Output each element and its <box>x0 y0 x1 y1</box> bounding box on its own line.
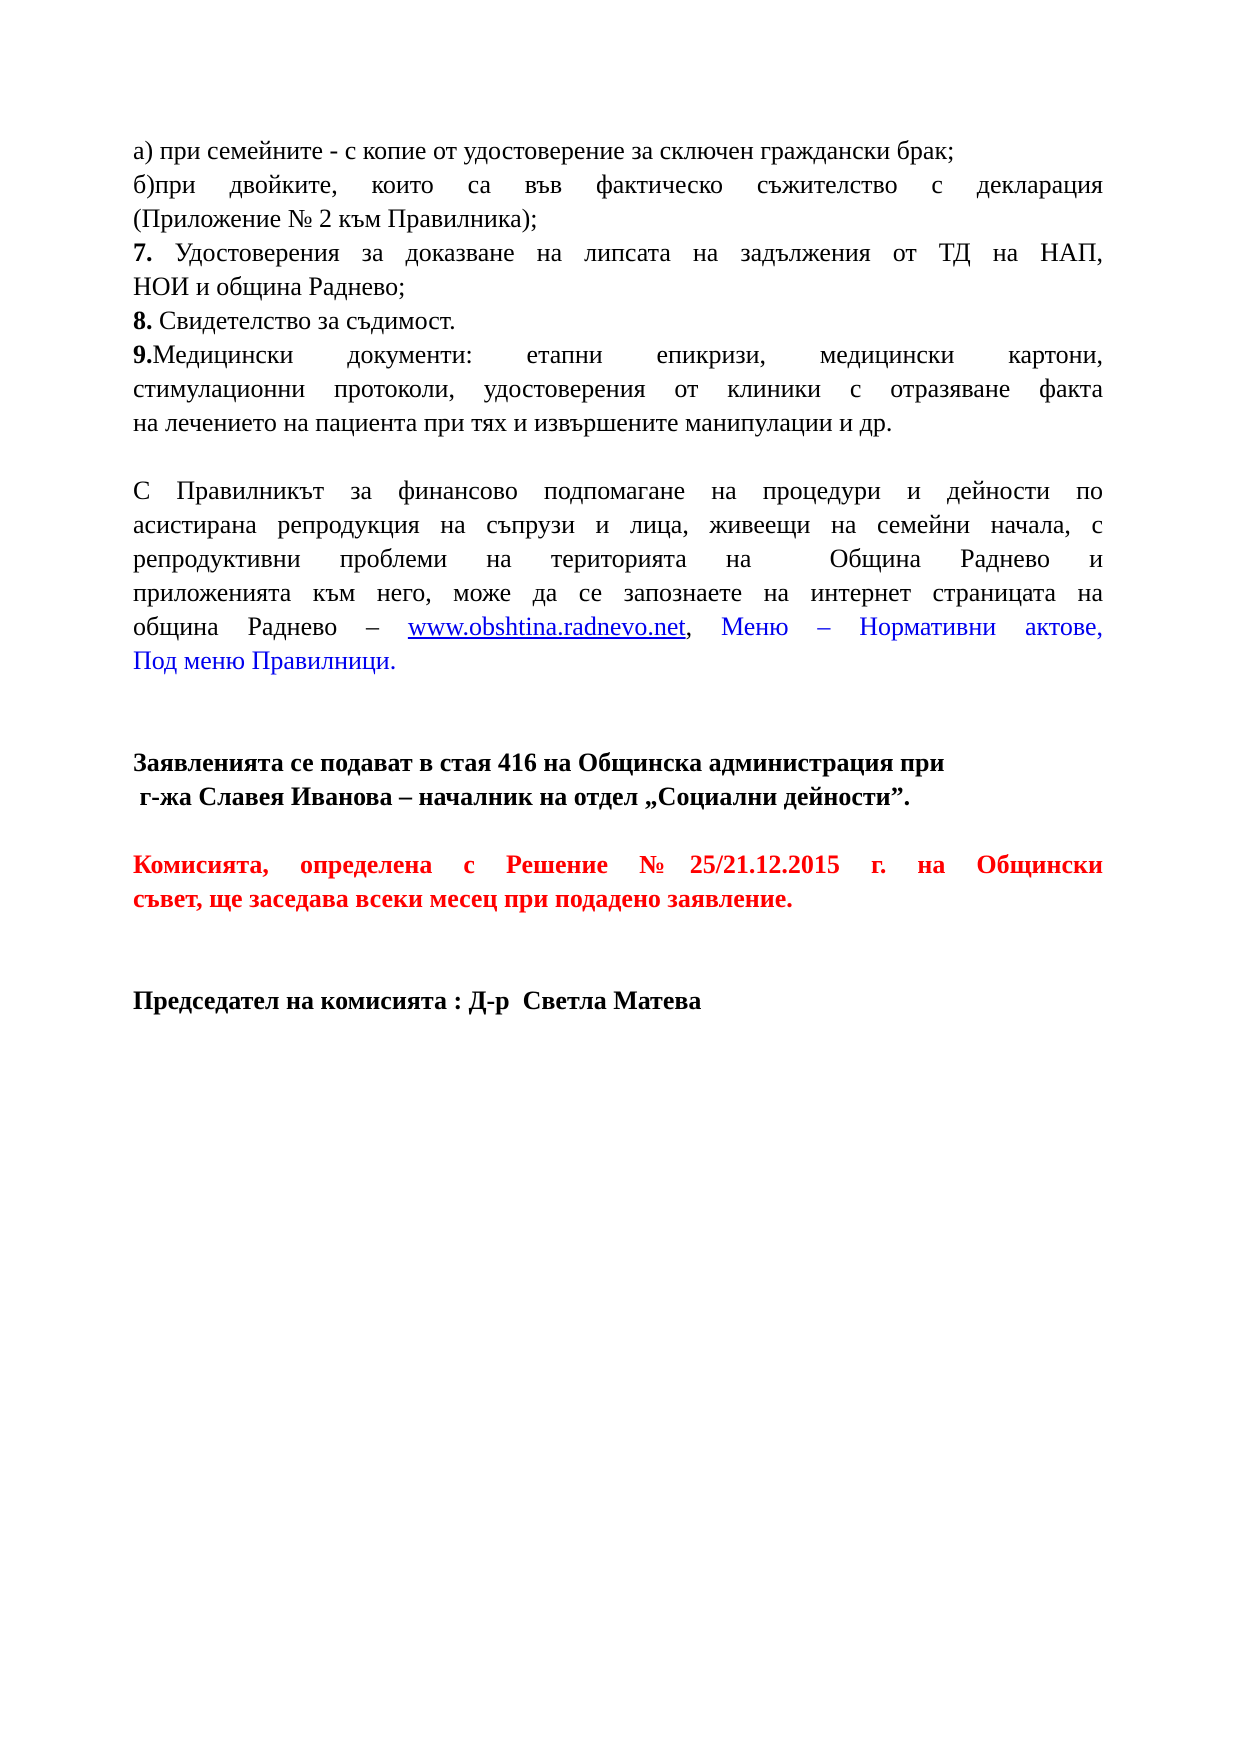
item-7-marker: 7. <box>133 238 153 267</box>
item-9-text: Медицински документи: етапни епикризи, медицински картони, <box>152 340 1103 369</box>
item-9-line-3: на лечението на пациента при тях и извършените манипулации и др. <box>133 408 893 437</box>
item-8-marker: 8. <box>133 306 153 335</box>
item-7-text: Удостоверения за доказване на липсата на задължения от ТД на НАП, <box>152 238 1103 267</box>
pravilnik-line-1: С Правилникът за финансово подпомагане на процедури и дейности по <box>133 476 1103 505</box>
document-content <box>133 134 1103 1018</box>
spacer <box>133 814 1103 848</box>
spacer <box>133 440 1103 474</box>
pravilnik-line-5-comma: , <box>685 612 693 641</box>
pravilnik-line-3: репродуктивни проблеми на територията на Община Раднево и <box>133 544 1103 573</box>
item-7-line-1 <box>133 236 1103 270</box>
item-8-text: Свидетелство за съдимост. <box>152 306 456 335</box>
pravilnik-line-5-prefix: община Раднево – <box>133 612 408 641</box>
spacer <box>133 712 1103 746</box>
submission-line-1: Заявленията се подават в стая 416 на Общинска администрация при <box>133 748 945 777</box>
item-8 <box>133 304 1103 338</box>
submission-line-2: г-жа Славея Иванова – началник на отдел „Социални дейности”. <box>133 782 911 811</box>
item-9-line-1 <box>133 338 1103 372</box>
commission-notice-line-2: съвет, ще заседава всеки месец при подадено заявление. <box>133 884 793 913</box>
pravilnik-menu-path: Меню – Нормативни актове, <box>692 612 1103 641</box>
website-link[interactable]: www.obshtina.radnevo.net <box>407 612 686 641</box>
item-b-line-2: (Приложение № 2 към Правилника); <box>133 204 538 233</box>
item-b-line-1: б)при двойките, които са във фактическо съжителство с декларация <box>133 170 1103 199</box>
chairman-signature: Председател на комисията : Д-р Светла Матева <box>133 986 702 1015</box>
spacer <box>133 678 1103 712</box>
pravilnik-line-5 <box>133 610 1103 644</box>
commission-notice-line-1: Комисията, определена с Решение №25/21.12.2015 г. на Общински <box>133 850 1103 879</box>
item-9-line-2: стимулационни протоколи, удостоверения от клиники с отразяване факта <box>133 374 1103 403</box>
pravilnik-line-6: Под меню Правилници. <box>133 646 397 675</box>
item-9-marker: 9. <box>133 340 153 369</box>
pravilnik-line-2: асистирана репродукция на съпрузи и лица, живеещи на семейни начала, с <box>133 510 1103 539</box>
pravilnik-line-4: приложенията към него, може да се запознаете на интернет страницата на <box>133 578 1103 607</box>
item-a: а) при семейните - с копие от удостоверение за сключен граждански брак; <box>133 136 955 165</box>
item-7-line-2: НОИ и община Раднево; <box>133 272 406 301</box>
spacer <box>133 916 1103 950</box>
spacer <box>133 950 1103 984</box>
